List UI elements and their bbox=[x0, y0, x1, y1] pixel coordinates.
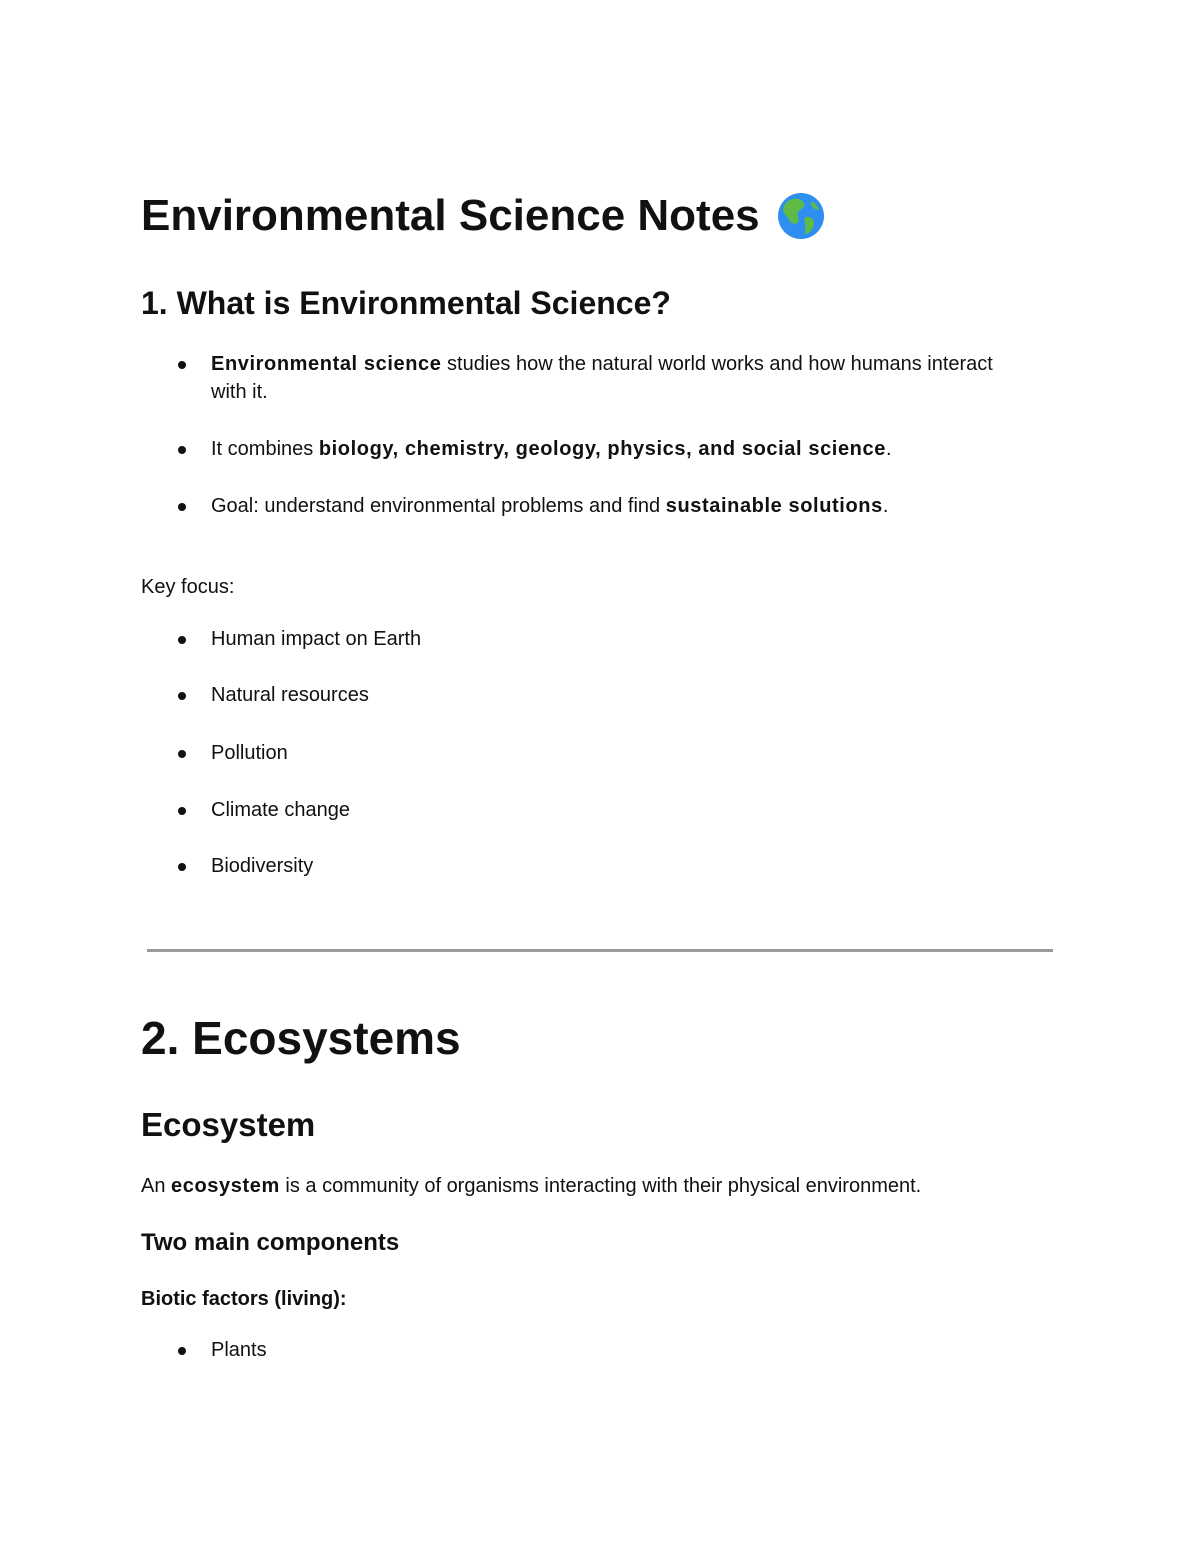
list-item: Pollution bbox=[211, 742, 288, 764]
list-item-text: with it. bbox=[211, 381, 268, 403]
list-item: Human impact on Earth bbox=[211, 628, 422, 650]
bold-term: Environmental science bbox=[211, 353, 442, 375]
list-item: Climate change bbox=[211, 799, 350, 821]
section-heading-what-is: 1. What is Environmental Science? bbox=[141, 285, 671, 321]
paragraph-text: An bbox=[141, 1175, 172, 1197]
document-title bbox=[141, 190, 826, 242]
bullet-marker bbox=[178, 446, 186, 454]
bullet-marker bbox=[178, 807, 186, 815]
bullet-marker bbox=[178, 750, 186, 758]
bullet-marker bbox=[178, 863, 186, 871]
bold-term: sustainable solutions bbox=[665, 495, 883, 517]
bullet-marker bbox=[178, 503, 186, 511]
list-item: Plants bbox=[211, 1339, 267, 1361]
key-focus-label: Key focus: bbox=[141, 576, 235, 598]
bullet-marker bbox=[178, 1347, 186, 1355]
list-item: Natural resources bbox=[211, 684, 369, 706]
globe-americas-icon bbox=[776, 191, 826, 241]
paragraph-text: is a community of organisms interacting with their physical environment. bbox=[279, 1175, 922, 1197]
list-item-text: studies how the natural world works and how humans interact bbox=[441, 353, 993, 375]
section-divider bbox=[147, 949, 1053, 952]
bold-term: biology, chemistry, geology, physics, and social science bbox=[318, 438, 886, 460]
bullet-marker bbox=[178, 692, 186, 700]
list-item-text: . bbox=[882, 495, 889, 517]
bold-term: ecosystem bbox=[171, 1175, 280, 1197]
list-item-text: Goal: understand environmental problems and find bbox=[211, 495, 666, 517]
title-text: Environmental Science Notes bbox=[141, 191, 760, 240]
bullet-marker bbox=[178, 636, 186, 644]
list-item bbox=[211, 435, 892, 463]
subheading-ecosystem: Ecosystem bbox=[141, 1106, 316, 1143]
subheading-biotic-factors: Biotic factors (living): bbox=[141, 1288, 347, 1310]
list-item bbox=[211, 350, 1061, 406]
list-item: Biodiversity bbox=[211, 855, 314, 877]
bullet-marker bbox=[178, 361, 186, 369]
list-item-text: . bbox=[885, 438, 892, 460]
subheading-two-main-components: Two main components bbox=[141, 1229, 400, 1256]
section-heading-ecosystems: 2. Ecosystems bbox=[141, 1012, 461, 1064]
list-item-text: It combines bbox=[211, 438, 319, 460]
ecosystem-definition bbox=[141, 1172, 921, 1200]
list-item bbox=[211, 492, 888, 520]
